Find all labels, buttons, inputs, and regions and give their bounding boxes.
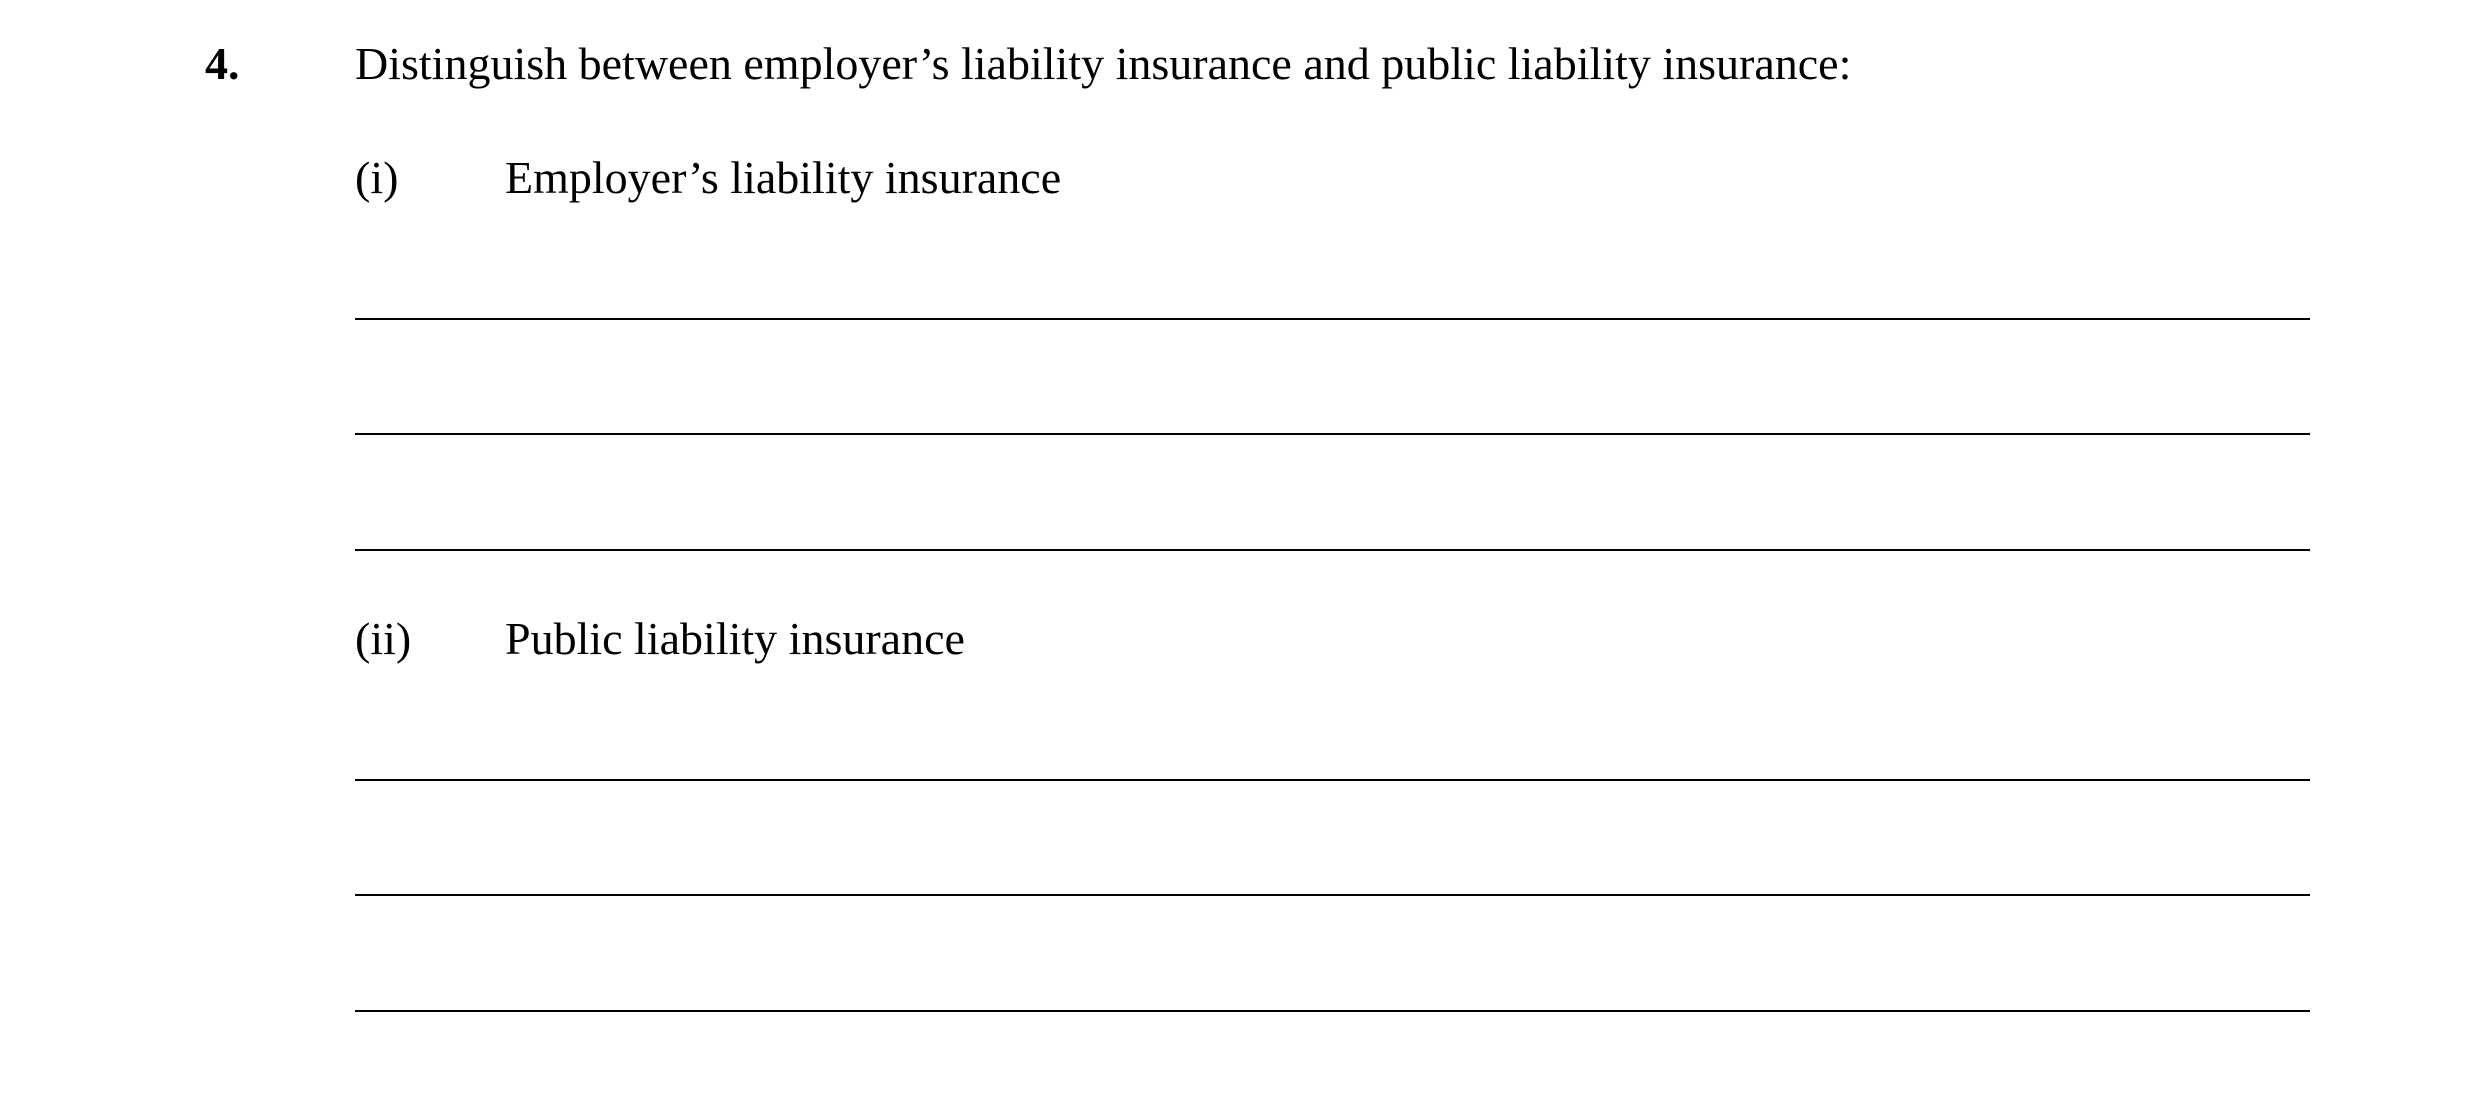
part-i-label: (i) [355,152,399,203]
question-text: Distinguish between employer’s liability insurance and public liability insurance: [355,38,1852,89]
answer-line-i-2[interactable] [355,433,2310,435]
part-ii-text: Public liability insurance [505,613,965,664]
answer-line-ii-3[interactable] [355,1010,2310,1012]
part-ii-label: (ii) [355,613,412,664]
answer-line-ii-1[interactable] [355,779,2310,781]
answer-line-ii-2[interactable] [355,894,2310,896]
answer-line-i-3[interactable] [355,549,2310,551]
part-i-text: Employer’s liability insurance [505,152,1062,203]
answer-line-i-1[interactable] [355,318,2310,320]
question-number: 4. [205,38,240,89]
